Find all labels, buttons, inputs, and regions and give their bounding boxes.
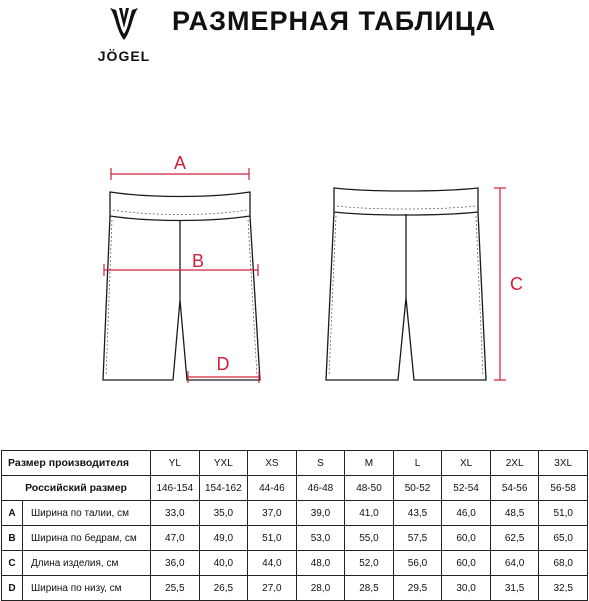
manufacturer-size-row — [2, 451, 588, 476]
measurement-value: 49,0 — [199, 526, 248, 551]
measurement-value: 43,5 — [393, 501, 442, 526]
measurement-letter: C — [2, 551, 23, 576]
brand-mark-icon — [102, 6, 146, 46]
measurement-value: 31,5 — [490, 576, 539, 601]
measurement-value: 64,0 — [490, 551, 539, 576]
measurement-value: 32,5 — [539, 576, 588, 601]
russian-size-label: Российский размер — [2, 476, 151, 501]
measurement-value: 28,0 — [296, 576, 345, 601]
measurement-value: 48,5 — [490, 501, 539, 526]
measurement-value: 60,0 — [442, 551, 491, 576]
measurement-name: Ширина по низу, см — [23, 576, 151, 601]
measurement-value: 52,0 — [345, 551, 394, 576]
measurement-value: 51,0 — [539, 501, 588, 526]
label-b: B — [191, 251, 205, 271]
measurement-name: Длина изделия, см — [23, 551, 151, 576]
size-header-cell: L — [393, 451, 442, 476]
russian-size-cell: 146-154 — [151, 476, 200, 501]
measurement-value: 60,0 — [442, 526, 491, 551]
label-c: C — [510, 274, 523, 294]
shorts-diagram — [0, 140, 589, 400]
russian-size-cell: 54-56 — [490, 476, 539, 501]
shorts-back — [326, 188, 486, 380]
measurement-value: 51,0 — [248, 526, 297, 551]
brand-logo — [88, 6, 160, 64]
russian-size-cell: 56-58 — [539, 476, 588, 501]
measure-c — [494, 188, 506, 380]
measurement-name: Ширина по бедрам, см — [23, 526, 151, 551]
size-header-cell: M — [345, 451, 394, 476]
measurement-value: 37,0 — [248, 501, 297, 526]
measurement-name: Ширина по талии, см — [23, 501, 151, 526]
measurement-value: 25,5 — [151, 576, 200, 601]
brand-name: JÖGEL — [97, 48, 151, 64]
shorts-front-details — [106, 210, 257, 376]
measurement-value: 53,0 — [296, 526, 345, 551]
size-header-cell: YL — [151, 451, 200, 476]
size-header-cell: S — [296, 451, 345, 476]
measurement-value: 29,5 — [393, 576, 442, 601]
measurement-value: 57,5 — [393, 526, 442, 551]
russian-size-cell: 50-52 — [393, 476, 442, 501]
measurement-letter: B — [2, 526, 23, 551]
measurement-value: 46,0 — [442, 501, 491, 526]
measurement-value: 65,0 — [539, 526, 588, 551]
measurement-value: 48,0 — [296, 551, 345, 576]
measure-b — [104, 264, 258, 276]
measurement-value: 55,0 — [345, 526, 394, 551]
measurement-letter: D — [2, 576, 23, 601]
measurement-value: 68,0 — [539, 551, 588, 576]
size-header-cell: XL — [442, 451, 491, 476]
measurement-value: 35,0 — [199, 501, 248, 526]
page-title: РАЗМЕРНАЯ ТАБЛИЦА — [172, 6, 497, 36]
shorts-front — [103, 192, 260, 380]
measurement-row — [2, 551, 588, 576]
measurement-letter: A — [2, 501, 23, 526]
manufacturer-size-label: Размер производителя — [2, 451, 151, 476]
label-a: A — [173, 153, 187, 173]
size-header-cell: 3XL — [539, 451, 588, 476]
russian-size-cell: 52-54 — [442, 476, 491, 501]
measurement-value: 44,0 — [248, 551, 297, 576]
russian-size-cell: 48-50 — [345, 476, 394, 501]
measurement-row — [2, 576, 588, 601]
measurement-value: 56,0 — [393, 551, 442, 576]
russian-size-row — [2, 476, 588, 501]
size-header-cell: YXL — [199, 451, 248, 476]
russian-size-cell: 46-48 — [296, 476, 345, 501]
measurement-value: 39,0 — [296, 501, 345, 526]
measurement-row — [2, 526, 588, 551]
measurement-row — [2, 501, 588, 526]
label-d: D — [216, 354, 230, 374]
russian-size-cell: 154-162 — [199, 476, 248, 501]
size-table — [1, 450, 588, 601]
measurement-value: 28,5 — [345, 576, 394, 601]
measurement-value: 36,0 — [151, 551, 200, 576]
measurement-value: 41,0 — [345, 501, 394, 526]
size-header-cell: 2XL — [490, 451, 539, 476]
measurement-value: 33,0 — [151, 501, 200, 526]
russian-size-cell: 44-46 — [248, 476, 297, 501]
measurement-value: 27,0 — [248, 576, 297, 601]
size-header-cell: XS — [248, 451, 297, 476]
measurement-value: 30,0 — [442, 576, 491, 601]
measurement-value: 40,0 — [199, 551, 248, 576]
measurement-value: 26,5 — [199, 576, 248, 601]
measurement-value: 62,5 — [490, 526, 539, 551]
measurement-value: 47,0 — [151, 526, 200, 551]
